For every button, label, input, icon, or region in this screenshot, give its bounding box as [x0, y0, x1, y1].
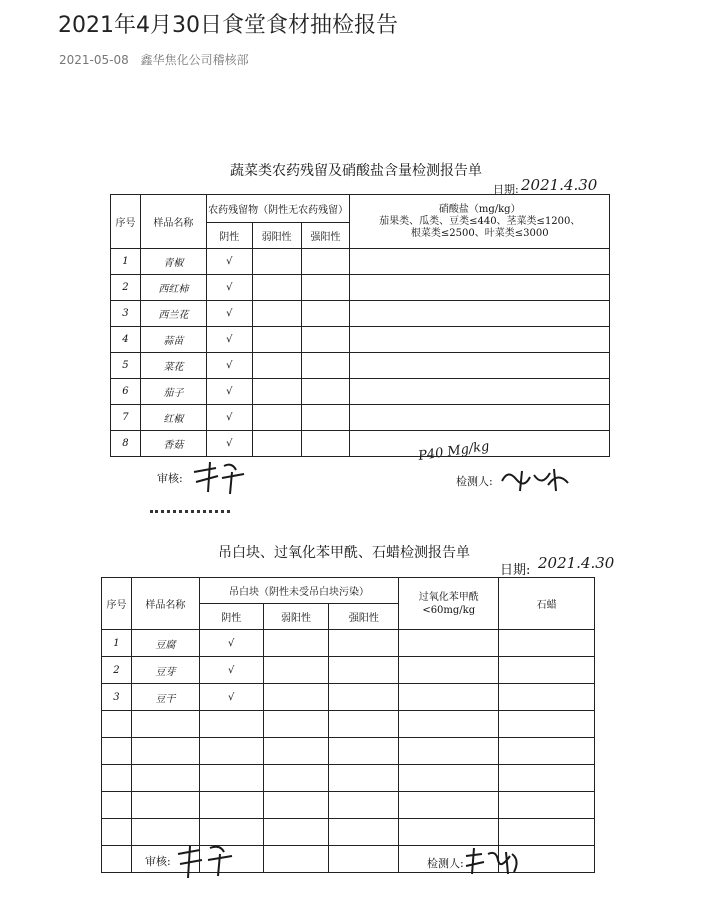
form1-col-weak: 弱阳性: [252, 223, 301, 249]
form1-tester-label: 检测人:: [456, 475, 493, 488]
scanned-report-image: [0, 90, 716, 913]
row-name: 茄子: [140, 379, 206, 405]
tester-signature: [498, 465, 574, 495]
row-name: 豆干: [131, 684, 199, 711]
check-mark: √: [206, 301, 252, 327]
row-name: 豆腐: [131, 630, 199, 657]
form2-reviewer-label: 审核:: [145, 855, 171, 868]
form1-date-label: 日期:: [493, 183, 519, 196]
row-name: 青椒: [140, 249, 206, 275]
form1-col-pesticide: 农药残留物（阴性无农药残留）: [206, 195, 350, 223]
bpo-limit: <60mg/kg: [422, 604, 476, 616]
bpo-title: 过氧化苯甲酰: [418, 591, 479, 603]
nitrate-handwritten-note: P40 Mg/kg: [417, 439, 491, 464]
form1-table: [110, 194, 610, 457]
row-no: 1: [111, 249, 141, 275]
row-name: 豆芽: [131, 657, 199, 684]
table-row: [102, 684, 595, 711]
row-no: 3: [111, 301, 141, 327]
form2-tester-label: 检测人:: [427, 857, 464, 870]
table-row: [111, 275, 610, 301]
row-no: 8: [111, 431, 141, 457]
check-mark: √: [206, 431, 252, 457]
form1-col-strong: 强阳性: [301, 223, 350, 249]
row-name: 菜花: [140, 353, 206, 379]
check-mark: √: [206, 249, 252, 275]
form1-col-negative: 阴性: [206, 223, 252, 249]
table-row: [102, 630, 595, 657]
empty-row: [102, 792, 595, 819]
tester-signature-2: [462, 846, 522, 878]
form2-col-name: 样品名称: [131, 578, 199, 630]
row-name: 红椒: [140, 405, 206, 431]
row-name: 西红柿: [140, 275, 206, 301]
table-row: [111, 353, 610, 379]
article-title: 2021年4月30日食堂食材抽检报告: [58, 13, 398, 38]
row-name: 蒜苗: [140, 327, 206, 353]
row-no: 1: [102, 630, 132, 657]
row-no: 4: [111, 327, 141, 353]
nitrate-title: 硝酸盐（mg/kg）: [438, 203, 521, 215]
check-mark: √: [206, 327, 252, 353]
empty-row: [102, 765, 595, 792]
form2-date-label: 日期:: [500, 563, 531, 578]
row-no: 5: [111, 353, 141, 379]
check-mark: √: [206, 353, 252, 379]
check-mark: √: [206, 379, 252, 405]
reviewer-signature: [188, 458, 248, 498]
form2-table: [101, 577, 595, 873]
row-no: 3: [102, 684, 132, 711]
row-no: 2: [111, 275, 141, 301]
form1-col-name: 样品名称: [140, 195, 206, 249]
check-mark: √: [206, 405, 252, 431]
table-row: [111, 379, 610, 405]
form2-date-value: 2021.4.30: [538, 554, 615, 572]
form1-col-nitrate: [350, 195, 610, 249]
form2-col-negative: 阴性: [199, 604, 263, 630]
form2-col-paraffin: 石蜡: [499, 578, 595, 630]
empty-row: [102, 738, 595, 765]
check-mark: √: [199, 684, 263, 711]
form2-col-bpo: [399, 578, 499, 630]
row-no: 2: [102, 657, 132, 684]
scan-artifact-marks: [150, 510, 230, 517]
row-name: 西兰花: [140, 301, 206, 327]
form2-col-no: 序号: [102, 578, 132, 630]
check-mark: √: [199, 630, 263, 657]
form1-title: 蔬菜类农药残留及硝酸盐含量检测报告单: [230, 163, 482, 179]
form2-col-diaobai: 吊白块（阴性未受吊白块污染）: [199, 578, 399, 604]
check-mark: √: [199, 657, 263, 684]
nitrate-line1: 茄果类、瓜类、豆类≤440、茎菜类≤1200、: [379, 215, 581, 227]
check-mark: √: [206, 275, 252, 301]
form1-date-value: 2021.4.30: [521, 176, 598, 194]
author-link[interactable]: 鑫华焦化公司稽核部: [140, 53, 249, 67]
article-meta: [59, 51, 249, 68]
table-row: [111, 301, 610, 327]
nitrate-line2: 根菜类≤2500、叶菜类≤3000: [410, 227, 549, 239]
empty-row: [102, 711, 595, 738]
table-row: [111, 249, 610, 275]
table-row: [111, 327, 610, 353]
publish-date: 2021-05-08: [59, 53, 129, 67]
form1-reviewer-label: 审核:: [157, 472, 183, 485]
table-row: [111, 431, 610, 457]
table-row: [102, 657, 595, 684]
form2-col-weak: 弱阳性: [263, 604, 329, 630]
form1-col-no: 序号: [111, 195, 141, 249]
row-no: 7: [111, 405, 141, 431]
reviewer-signature-2: [174, 842, 236, 882]
table-row: [111, 405, 610, 431]
row-no: 6: [111, 379, 141, 405]
form2-col-strong: 强阳性: [329, 604, 399, 630]
row-name: 香菇: [140, 431, 206, 457]
form2-title: 吊白块、过氧化苯甲酰、石蜡检测报告单: [218, 545, 470, 561]
